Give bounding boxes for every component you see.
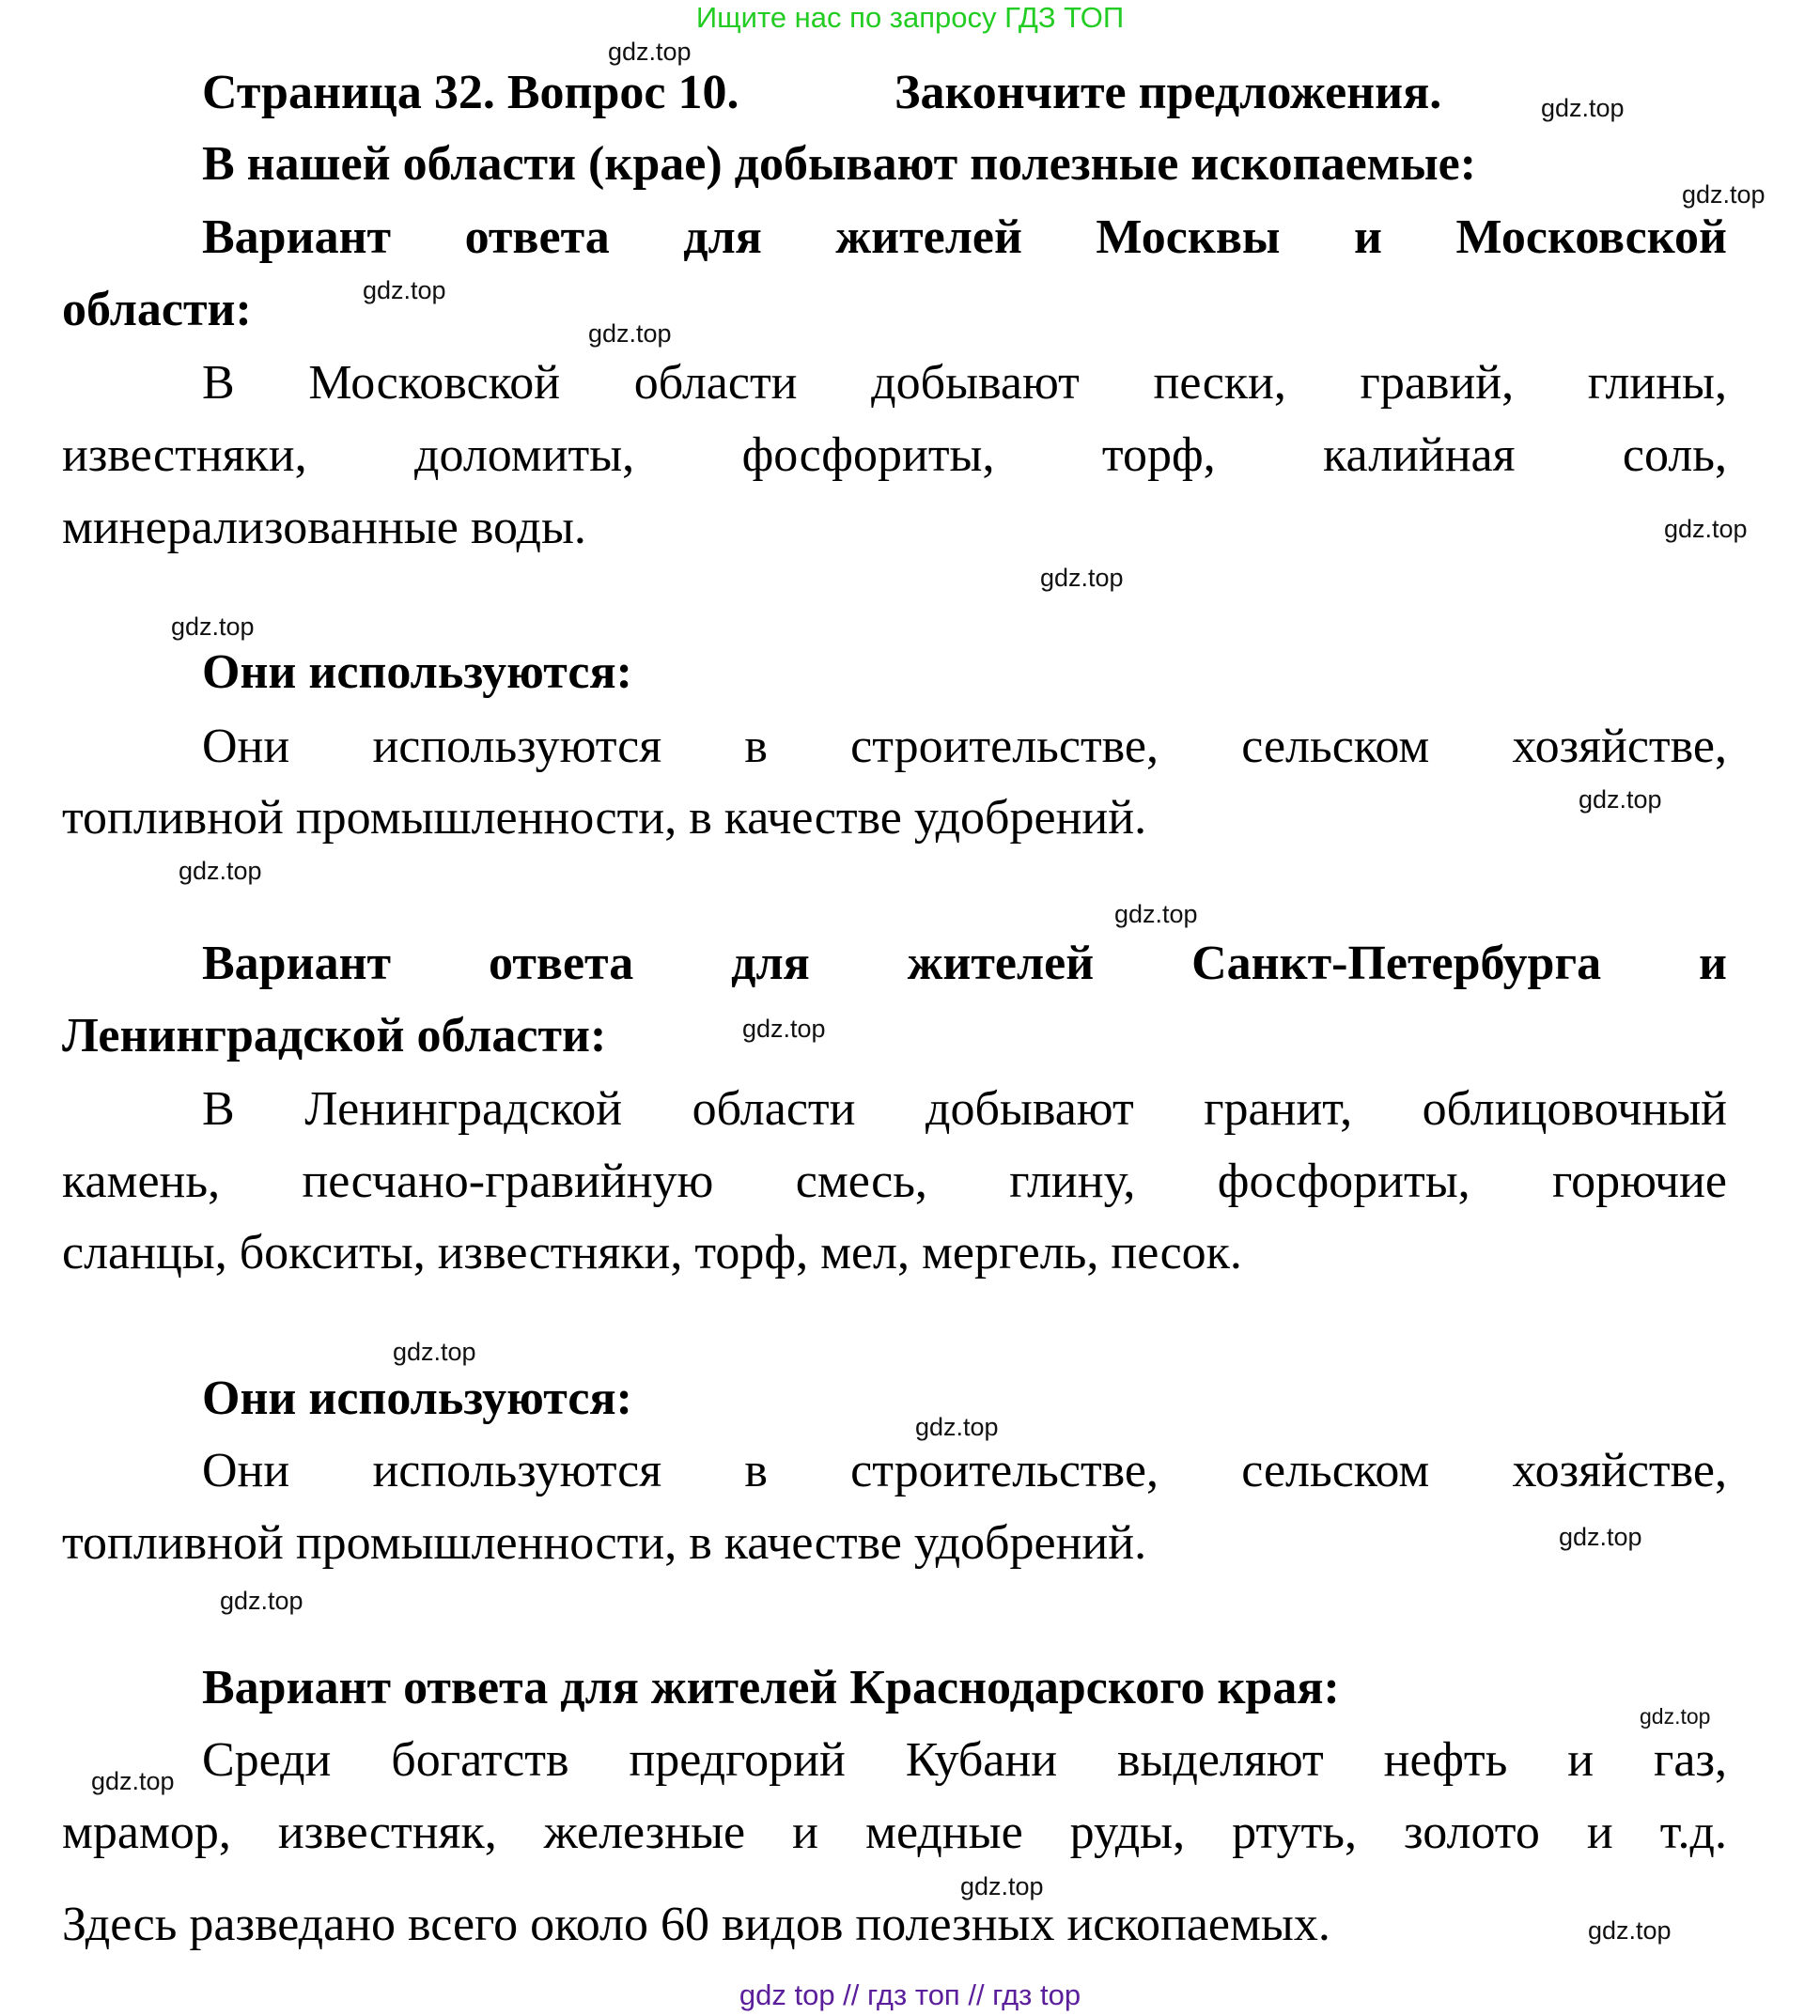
spb-text-1: В Ленинградской области добывают гранит, облицовочный <box>202 1082 1727 1136</box>
krasnodar-heading: Вариант ответа для жителей Краснодарского края: <box>202 1661 1340 1714</box>
moscow-heading: Вариант ответа для жителей Москвы и Московской <box>202 210 1727 264</box>
watermark: gdz.top <box>1114 900 1198 928</box>
watermark: gdz.top <box>1040 564 1124 592</box>
watermark: gdz.top <box>960 1872 1044 1900</box>
watermark: gdz.top <box>91 1767 175 1795</box>
usage-text-2b: топливной промышленности, в качестве удобрений. <box>62 1516 1147 1570</box>
search-banner: Ищите нас по запросу ГДЗ ТОП <box>695 1 1125 34</box>
footer-links: gdz top // гдз топ // гдз top <box>739 1978 1081 2011</box>
question-heading: В нашей области (крае) добывают полезные ископаемые: <box>202 137 1477 191</box>
page-title <box>202 57 1727 129</box>
krasnodar-text-2: мрамор, известняк, железные и медные руды, ртуть, золото и т.д. <box>62 1806 1727 1859</box>
watermark: gdz.top <box>1640 1704 1711 1729</box>
task-label: Закончите предложения. <box>894 66 1442 119</box>
watermark: gdz.top <box>588 319 672 348</box>
usage-text-2a: Они используются в строительстве, сельском хозяйстве, <box>202 1444 1727 1497</box>
page-question-label: Страница 32. Вопрос 10. <box>202 66 739 119</box>
watermark: gdz.top <box>1541 94 1625 122</box>
moscow-text-1: В Московской области добывают пески, гравий, глины, <box>202 356 1727 410</box>
moscow-text-2: известняки, доломиты, фосфориты, торф, калийная соль, <box>62 428 1727 482</box>
usage-heading-2: Они используются: <box>202 1372 632 1425</box>
watermark: gdz.top <box>915 1413 999 1441</box>
spb-text-3: сланцы, бокситы, известняки, торф, мел, мергель, песок. <box>62 1226 1242 1279</box>
spb-heading: Вариант ответа для жителей Санкт-Петербурга и <box>202 937 1727 990</box>
watermark: gdz.top <box>171 613 255 641</box>
watermark: gdz.top <box>1559 1523 1642 1551</box>
watermark: gdz.top <box>1682 180 1766 209</box>
watermark: gdz.top <box>393 1338 476 1366</box>
usage-heading-1: Они используются: <box>202 645 632 699</box>
krasnodar-text-3: Здесь разведано всего около 60 видов полезных ископаемых. <box>62 1898 1330 1951</box>
watermark: gdz.top <box>1664 515 1748 543</box>
spb-heading-cont: Ленинградской области: <box>62 1009 607 1062</box>
watermark: gdz.top <box>742 1015 826 1043</box>
usage-text-1a: Они используются в строительстве, сельском хозяйстве, <box>202 720 1727 773</box>
watermark: gdz.top <box>608 38 692 66</box>
watermark: gdz.top <box>220 1587 303 1615</box>
watermark: gdz.top <box>363 276 446 304</box>
moscow-heading-cont: области: <box>62 283 252 336</box>
watermark: gdz.top <box>179 857 262 885</box>
moscow-text-3: минерализованные воды. <box>62 501 586 554</box>
krasnodar-text-1: Среди богатств предгорий Кубани выделяют нефть и газ, <box>202 1733 1727 1787</box>
watermark: gdz.top <box>1588 1916 1672 1945</box>
watermark: gdz.top <box>1579 785 1662 814</box>
usage-text-1b: топливной промышленности, в качестве удобрений. <box>62 791 1147 845</box>
spb-text-2: камень, песчано-гравийную смесь, глину, фосфориты, горючие <box>62 1155 1727 1208</box>
